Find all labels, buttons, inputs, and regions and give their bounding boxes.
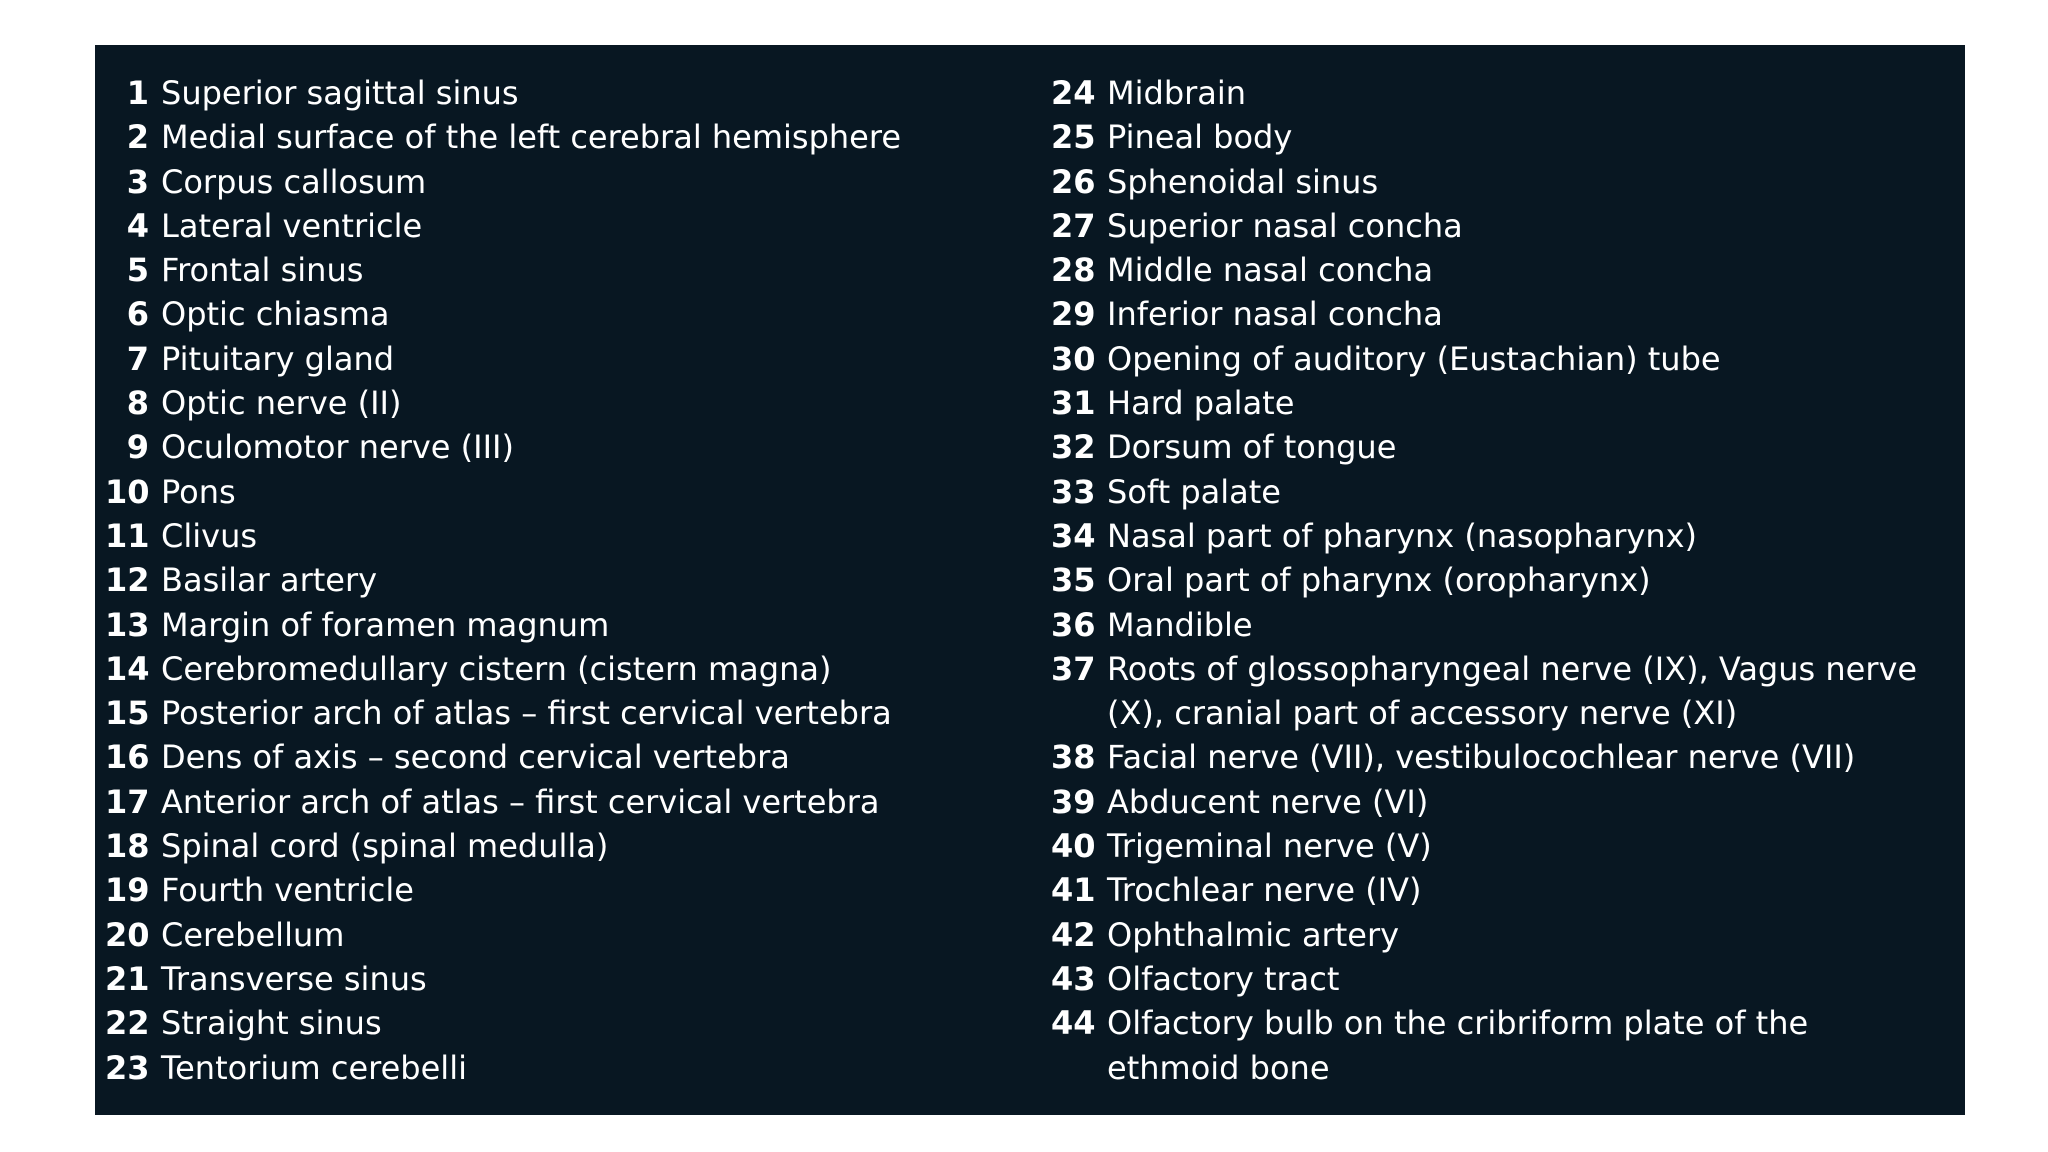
legend-item-number: 5 [126, 251, 149, 290]
legend-item [1051, 514, 1951, 558]
legend-item-label: Cerebellum [161, 915, 345, 954]
legend-item-number: 29 [1051, 295, 1096, 334]
legend-item-number: 30 [1051, 339, 1096, 378]
legend-item [1051, 868, 1951, 912]
legend-item [105, 647, 1005, 691]
legend-item [1051, 425, 1951, 469]
legend-item-label: Optic chiasma [161, 295, 390, 334]
legend-item-label: Spinal cord (spinal medulla) [161, 827, 609, 866]
legend-item [105, 691, 1005, 735]
legend-item-number: 17 [105, 782, 150, 821]
legend-item-number: 39 [1051, 782, 1096, 821]
legend-item [105, 913, 1005, 957]
legend-item [105, 381, 1005, 425]
legend-item [1051, 824, 1951, 868]
legend-item [1051, 1001, 1951, 1090]
legend-item-number: 26 [1051, 162, 1096, 201]
legend-item [105, 204, 1005, 248]
legend-item-label: Opening of auditory (Eustachian) tube [1107, 339, 1721, 378]
legend-item-label: Transverse sinus [161, 959, 427, 998]
legend-item [105, 1001, 1005, 1045]
legend-item-number: 44 [1051, 1004, 1096, 1043]
legend-item [105, 292, 1005, 336]
legend-item-number: 13 [105, 605, 150, 644]
legend-item [105, 868, 1005, 912]
legend-item-number: 38 [1051, 738, 1096, 777]
legend-item-label: Roots of glossopharyngeal nerve (IX), Vagus nerve (X), cranial part of accessory nerve (XI) [1107, 649, 1918, 733]
legend-item [1051, 381, 1951, 425]
legend-item-label: Basilar artery [161, 561, 378, 600]
legend-item-label: Middle nasal concha [1107, 251, 1434, 290]
legend-column-right [1051, 71, 1951, 1090]
legend-item-label: Olfactory tract [1107, 959, 1340, 998]
legend-item [105, 160, 1005, 204]
legend-item-label: Nasal part of pharynx (nasopharynx) [1107, 516, 1698, 555]
legend-item [105, 248, 1005, 292]
legend-item-number: 18 [105, 827, 150, 866]
legend-item-label: Oculomotor nerve (III) [161, 428, 514, 467]
legend-item [1051, 558, 1951, 602]
legend-item [1051, 780, 1951, 824]
legend-item [105, 735, 1005, 779]
legend-item-label: Corpus callosum [161, 162, 427, 201]
legend-item-label: Dorsum of tongue [1107, 428, 1397, 467]
legend-item-label: Posterior arch of atlas – first cervical vertebra [161, 694, 892, 733]
legend-item-number: 20 [105, 915, 150, 954]
legend-item-number: 32 [1051, 428, 1096, 467]
legend-item [105, 957, 1005, 1001]
legend-panel [95, 45, 1965, 1115]
legend-item-label: Abducent nerve (VI) [1107, 782, 1429, 821]
legend-item-label: Anterior arch of atlas – first cervical vertebra [161, 782, 880, 821]
legend-item-label: Inferior nasal concha [1107, 295, 1443, 334]
legend-item-label: Trigeminal nerve (V) [1107, 827, 1432, 866]
legend-item-number: 1 [126, 74, 149, 112]
legend-item-number: 24 [1051, 74, 1096, 112]
legend-item [105, 425, 1005, 469]
legend-item-number: 33 [1051, 472, 1096, 511]
legend-item-number: 41 [1051, 871, 1096, 910]
legend-item-number: 15 [105, 694, 150, 733]
legend-item-label: Clivus [161, 516, 258, 555]
legend-item-label: Lateral ventricle [161, 206, 423, 245]
legend-item-label: Pituitary gland [161, 339, 395, 378]
legend-item-label: Pineal body [1107, 118, 1293, 157]
legend-item-number: 22 [105, 1004, 150, 1043]
legend-item [1051, 735, 1951, 779]
legend-item-label: Frontal sinus [161, 251, 364, 290]
legend-item-label: Optic nerve (II) [161, 384, 402, 423]
legend-item [1051, 248, 1951, 292]
legend-column-left [105, 71, 1005, 1090]
legend-item-number: 19 [105, 871, 150, 910]
legend-item [1051, 204, 1951, 248]
legend-item-label: Cerebromedullary cistern (cistern magna) [161, 649, 832, 688]
legend-item-number: 23 [105, 1048, 150, 1087]
legend-item-number: 40 [1051, 827, 1096, 866]
legend-item-label: Olfactory bulb on the cribriform plate of the ethmoid bone [1107, 1004, 1809, 1087]
legend-item-number: 12 [105, 561, 150, 600]
legend-item [1051, 71, 1951, 115]
legend-item-label: Facial nerve (VII), vestibulocochlear nerve (VII) [1107, 738, 1856, 777]
legend-item [105, 824, 1005, 868]
legend-item-number: 8 [126, 384, 149, 423]
legend-item [105, 71, 1005, 115]
legend-item [105, 115, 1005, 159]
legend-item-label: Superior nasal concha [1107, 206, 1463, 245]
legend-item [105, 470, 1005, 514]
legend-item [1051, 292, 1951, 336]
legend-item-label: Soft palate [1107, 472, 1281, 511]
legend-item-number: 35 [1051, 561, 1096, 600]
legend-item-label: Pons [161, 472, 236, 511]
legend-item-label: Dens of axis – second cervical vertebra [161, 738, 790, 777]
legend-item-label: Oral part of pharynx (oropharynx) [1107, 561, 1651, 600]
legend-item [105, 558, 1005, 602]
legend-item-number: 2 [126, 118, 149, 157]
legend-item-number: 36 [1051, 605, 1096, 644]
legend-item-label: Trochlear nerve (IV) [1107, 871, 1422, 910]
legend-item-number: 42 [1051, 915, 1096, 954]
legend-item-number: 34 [1051, 516, 1096, 555]
legend-item [105, 514, 1005, 558]
legend-item [105, 603, 1005, 647]
legend-item-number: 43 [1051, 959, 1096, 998]
legend-item-label: Tentorium cerebelli [161, 1048, 467, 1087]
legend-item [1051, 647, 1951, 736]
legend-item-number: 37 [1051, 649, 1096, 688]
legend-item-label: Medial surface of the left cerebral hemisphere [161, 118, 901, 157]
legend-item-label: Midbrain [1107, 74, 1247, 112]
legend-item-label: Straight sinus [161, 1004, 382, 1043]
legend-item-number: 16 [105, 738, 150, 777]
legend-item [105, 337, 1005, 381]
legend-item [105, 1046, 1005, 1090]
legend-item [1051, 913, 1951, 957]
legend-item [1051, 337, 1951, 381]
legend-item-number: 10 [105, 472, 150, 511]
legend-item-number: 6 [126, 295, 149, 334]
legend-item-number: 7 [126, 339, 149, 378]
legend-item-label: Fourth ventricle [161, 871, 414, 910]
legend-item [1051, 470, 1951, 514]
legend-item [1051, 160, 1951, 204]
legend-item-label: Margin of foramen magnum [161, 605, 610, 644]
legend-item-number: 14 [105, 649, 150, 688]
legend-item-number: 4 [126, 206, 149, 245]
legend-item-label: Sphenoidal sinus [1107, 162, 1379, 201]
legend-item [1051, 115, 1951, 159]
legend-item-number: 27 [1051, 206, 1096, 245]
legend-item-number: 31 [1051, 384, 1096, 423]
legend-item [1051, 957, 1951, 1001]
legend-item-number: 28 [1051, 251, 1096, 290]
legend-item-number: 11 [105, 516, 150, 555]
legend-item-number: 3 [126, 162, 149, 201]
legend-item-label: Superior sagittal sinus [161, 74, 519, 112]
legend-item [1051, 603, 1951, 647]
legend-item-label: Hard palate [1107, 384, 1295, 423]
legend-item-number: 21 [105, 959, 150, 998]
legend-item-label: Ophthalmic artery [1107, 915, 1400, 954]
legend-item-label: Mandible [1107, 605, 1253, 644]
legend-item-number: 25 [1051, 118, 1096, 157]
legend-item [105, 780, 1005, 824]
legend-item-number: 9 [126, 428, 149, 467]
